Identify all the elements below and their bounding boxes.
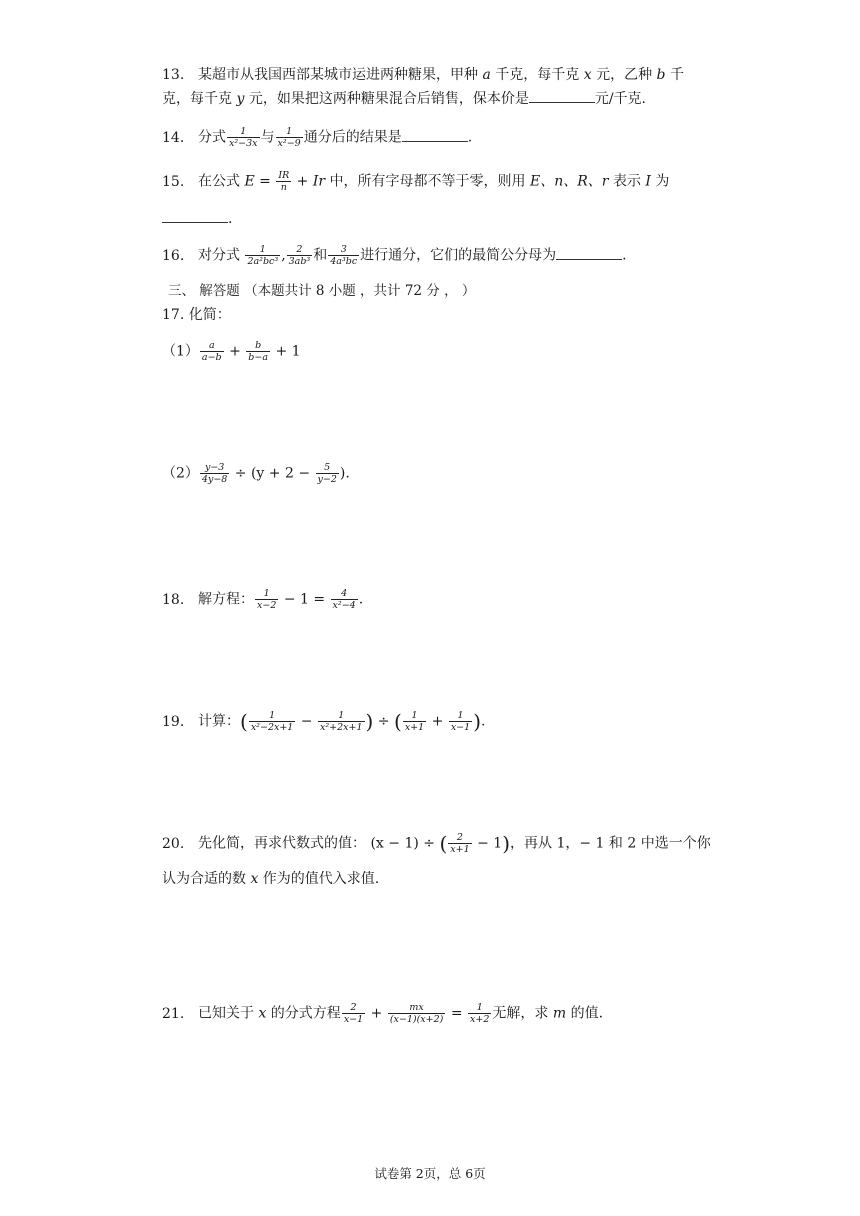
text: ÷ <box>373 713 394 730</box>
denominator: x−1 <box>450 722 471 733</box>
text: 某超市从我国西部某城市运进两种糖果，甲种 <box>198 67 483 83</box>
fraction <box>246 340 270 363</box>
fraction <box>245 244 280 267</box>
denominator: 2a²bc³ <box>247 256 279 267</box>
numerator: 1 <box>249 710 296 722</box>
math-var: b <box>656 67 666 83</box>
denominator: b−a <box>248 352 268 363</box>
math-var: E <box>244 173 255 190</box>
text: ÷ (y + 2 − <box>230 465 315 482</box>
text: 计算： <box>198 713 240 730</box>
text: + 1 <box>271 343 301 360</box>
text: − 1 = <box>279 591 330 608</box>
answer-blank[interactable] <box>529 90 595 103</box>
fraction <box>328 244 359 267</box>
text: = <box>254 173 276 190</box>
text: . <box>358 591 364 608</box>
numerator: 1 <box>403 710 426 722</box>
text: 通分后的结果是 <box>303 129 402 146</box>
paren-open: ( <box>439 831 448 856</box>
question-15-line-2 <box>162 208 232 230</box>
text: 对分式 <box>198 247 245 264</box>
fraction <box>318 710 365 733</box>
numerator: 5 <box>316 462 339 474</box>
text: . <box>228 211 233 227</box>
numerator: 2 <box>287 244 313 256</box>
text: . <box>467 129 473 146</box>
question-19 <box>162 710 485 733</box>
text: 中，所有字母都不等于零，则用 <box>325 173 531 190</box>
numerator: mx <box>388 1002 446 1014</box>
denominator: 4y−8 <box>201 474 228 485</box>
text: ，再从 1，− 1 和 2 中选一个你 <box>510 835 711 852</box>
denominator: x+2 <box>470 1014 490 1025</box>
text: 元/千克. <box>594 91 646 107</box>
question-number: 19. <box>162 713 185 730</box>
text: 作为的值代入求值. <box>258 871 380 887</box>
numerator: 1 <box>318 710 365 722</box>
question-number: 15. <box>162 173 185 190</box>
text: 在公式 <box>198 173 245 190</box>
question-18 <box>162 588 363 611</box>
math-var: y <box>236 91 245 107</box>
fraction <box>287 244 313 267</box>
denominator: x−2 <box>257 600 277 611</box>
text: ). <box>339 465 350 482</box>
paren-open: ( <box>394 709 402 734</box>
text: 与 <box>260 129 275 146</box>
denominator: x²−3x <box>229 138 258 149</box>
fraction <box>200 340 224 363</box>
paren-open: ( <box>240 709 248 734</box>
denominator: x+1 <box>404 722 425 733</box>
part-label: （2） <box>162 465 199 482</box>
text: (x − 1) ÷ <box>370 835 440 852</box>
math-var: E、n、R、r <box>530 173 609 190</box>
denominator: 3ab³ <box>288 256 311 267</box>
question-15-line-1 <box>162 170 669 193</box>
denominator: x²+2x+1 <box>320 722 363 733</box>
numerator: b <box>246 340 270 352</box>
paren-close: ) <box>473 709 482 734</box>
question-20-line-1 <box>162 832 711 855</box>
denominator: x−1 <box>343 1014 364 1025</box>
text: 解方程： <box>198 591 254 608</box>
numerator: IR <box>278 170 290 181</box>
text: 元，乙种 <box>591 67 657 83</box>
text: 为 <box>650 173 670 190</box>
text: 千 <box>665 67 684 83</box>
denominator: 4a³bc <box>330 256 358 267</box>
denominator: x+1 <box>450 844 470 855</box>
math-var: a <box>482 67 491 83</box>
fraction <box>403 710 426 733</box>
question-number: 13. <box>162 67 185 83</box>
numerator: a <box>200 340 224 352</box>
question-number: 21. <box>162 1005 185 1022</box>
question-number: 14. <box>162 129 185 146</box>
question-number: 20. <box>162 835 185 852</box>
text: − 1 <box>472 835 503 852</box>
denominator: (x−1)(x+2) <box>389 1014 444 1025</box>
numerator: 1 <box>245 244 280 256</box>
fraction <box>331 588 358 611</box>
numerator: 1 <box>227 126 260 138</box>
text: 千克，每千克 <box>490 67 584 83</box>
fraction <box>249 710 296 733</box>
question-17-part-2 <box>162 462 350 485</box>
fraction <box>227 126 260 149</box>
fraction <box>448 832 471 855</box>
numerator: 4 <box>331 588 358 600</box>
math-var: x <box>258 1005 267 1022</box>
text: = <box>446 1005 468 1022</box>
math-var: m <box>552 1005 567 1022</box>
text: + <box>427 713 448 730</box>
text: 的分式方程 <box>266 1005 341 1022</box>
answer-blank[interactable] <box>556 247 622 260</box>
text: 认为合适的数 <box>162 871 251 887</box>
denominator: x²−9 <box>277 138 301 149</box>
text: + <box>366 1005 387 1022</box>
question-13-line-1 <box>162 64 684 86</box>
text: , <box>281 247 286 264</box>
section-heading: 三、 解答题 （本题共计 8 小题 ，共计 72 分 ， ） <box>168 283 476 299</box>
fraction <box>276 170 291 193</box>
question-21 <box>162 1002 603 1025</box>
text: 无解，求 <box>492 1005 553 1022</box>
part-label: （1） <box>162 343 199 360</box>
paren-close: ) <box>502 831 510 856</box>
text: 元，如果把这两种糖果混合后销售，保本价是 <box>244 91 529 107</box>
question-17-title: 17. 化简： <box>162 307 231 323</box>
question-number: 18. <box>162 591 185 608</box>
answer-blank[interactable] <box>162 210 228 223</box>
question-13-line-2 <box>162 88 646 110</box>
question-17-part-1 <box>162 340 301 363</box>
numerator: 1 <box>468 1002 491 1014</box>
fraction <box>468 1002 491 1025</box>
math-var: x <box>250 871 259 887</box>
text: 和 <box>313 247 328 264</box>
denominator: y−2 <box>317 474 337 485</box>
text: 分式 <box>198 129 226 146</box>
text: . <box>622 247 627 264</box>
text: + <box>292 173 313 190</box>
numerator: 1 <box>276 126 303 138</box>
math-var: x <box>583 67 592 83</box>
text: . <box>481 713 486 730</box>
text: 克，每千克 <box>162 91 237 107</box>
numerator: 3 <box>328 244 359 256</box>
text: − <box>296 713 317 730</box>
question-14 <box>162 126 472 149</box>
numerator: 2 <box>448 832 471 844</box>
text: 的值. <box>566 1005 604 1022</box>
question-16 <box>162 244 627 267</box>
numerator: 1 <box>449 710 472 722</box>
fraction <box>276 126 303 149</box>
question-number: 16. <box>162 247 185 264</box>
fraction <box>255 588 278 611</box>
text: 进行通分，它们的最简公分母为 <box>360 247 557 264</box>
denominator: x²−2x+1 <box>250 722 294 733</box>
numerator: 2 <box>342 1002 365 1014</box>
fraction <box>200 462 229 485</box>
text: 先化简，再求代数式的值： <box>198 835 371 852</box>
paren-close: ) <box>365 709 374 734</box>
text: 表示 <box>608 173 646 190</box>
page-footer: 试卷第 2页，总 6页 <box>374 1166 486 1181</box>
text: 已知关于 <box>198 1005 259 1022</box>
answer-blank[interactable] <box>402 129 468 142</box>
math-var: I <box>645 173 651 190</box>
fraction <box>449 710 472 733</box>
numerator: y−3 <box>200 462 229 474</box>
question-20-line-2 <box>162 868 379 890</box>
fraction <box>388 1002 446 1025</box>
fraction <box>342 1002 365 1025</box>
denominator: a−b <box>201 352 222 363</box>
fraction <box>316 462 339 485</box>
numerator: 1 <box>255 588 278 600</box>
text: + <box>224 343 246 360</box>
math-var: Ir <box>312 173 326 190</box>
denominator: x²−4 <box>332 600 356 611</box>
denominator: n <box>280 182 287 193</box>
